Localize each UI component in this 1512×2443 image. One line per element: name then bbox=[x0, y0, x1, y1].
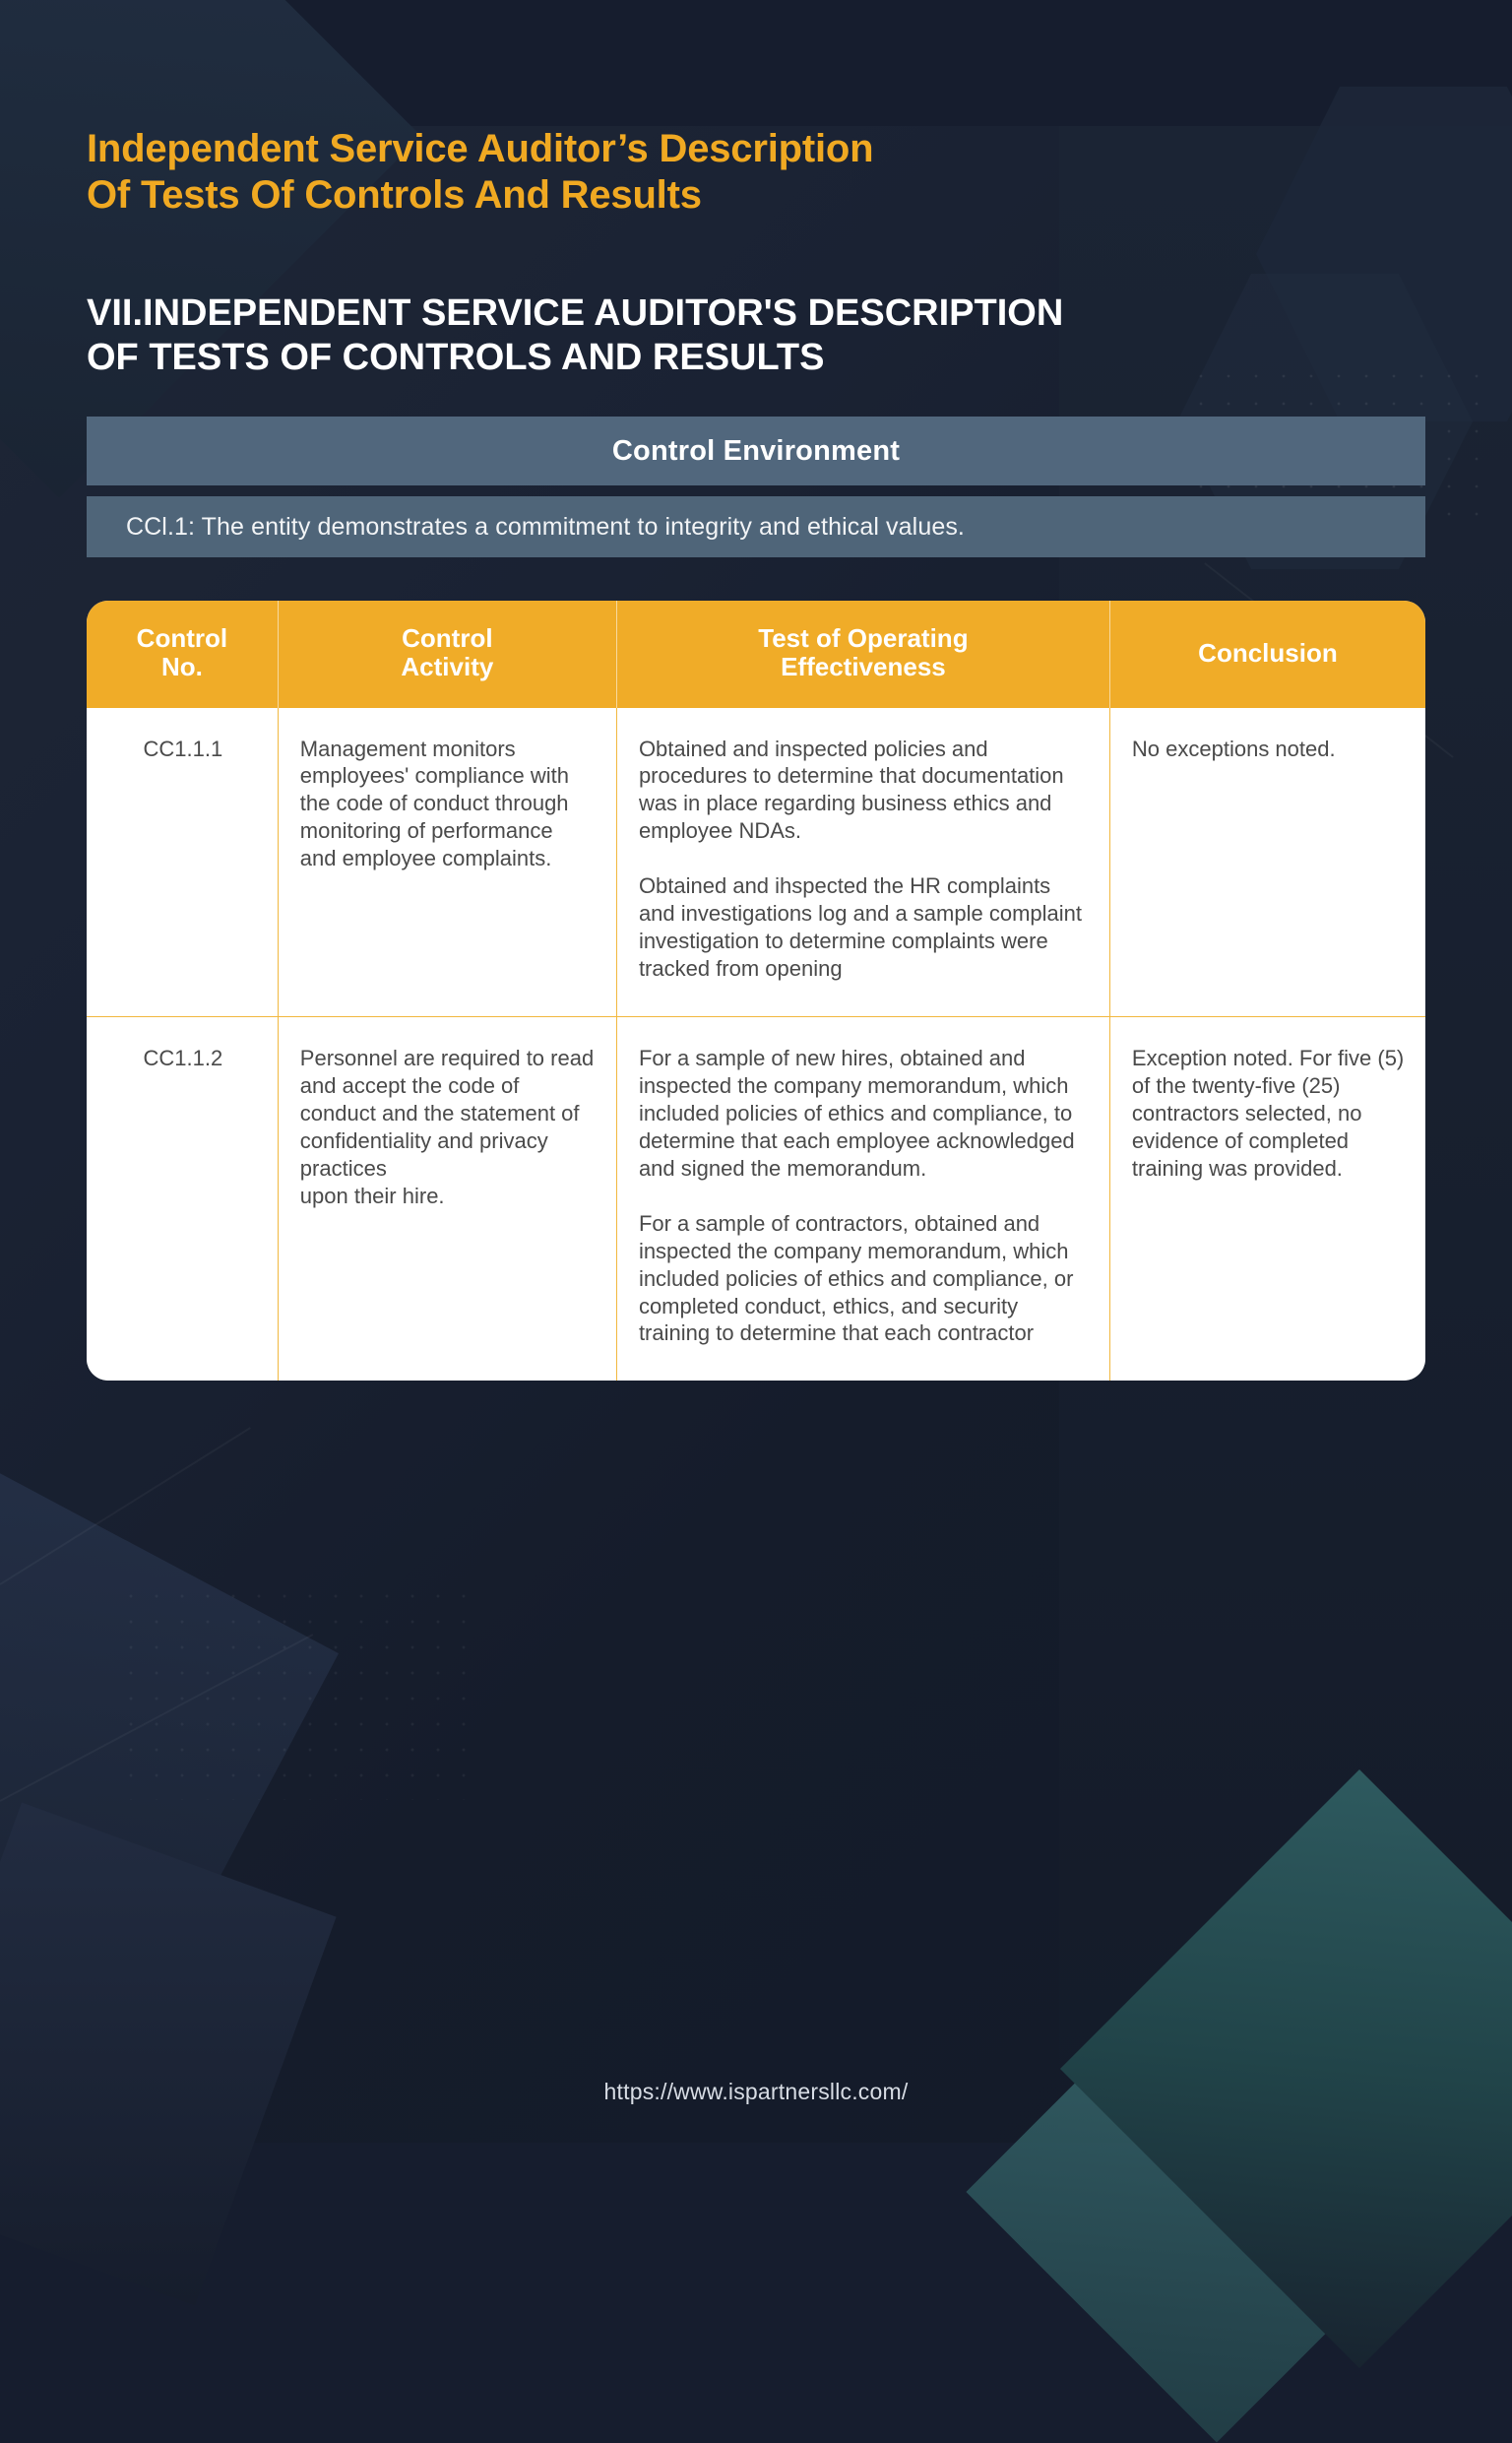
section-heading bbox=[87, 291, 1081, 379]
poster-title-line-2: Of Tests Of Controls And Results bbox=[87, 173, 702, 218]
poster-title-line-1: Independent Service Auditor’s Description bbox=[87, 127, 874, 170]
background-dot-grid bbox=[118, 1583, 472, 1800]
cell-paragraph: For a sample of new hires, obtained and inspected the company memorandum, which included policies of ethics and compliance, to determine that each employee acknowledged and signed the memorandum. bbox=[638, 1046, 1075, 1181]
table-header-row bbox=[87, 601, 1425, 707]
section-heading-line-2: OF TESTS OF CONTROLS AND RESULTS bbox=[87, 336, 825, 378]
column-header-test-of-operating-effectiveness: Test of Operating Effectiveness bbox=[616, 601, 1109, 707]
footer-url[interactable]: https://www.ispartnersllc.com/ bbox=[603, 2079, 909, 2104]
poster-title bbox=[87, 126, 894, 219]
cell-control-no bbox=[87, 1017, 278, 1382]
cell-paragraph: For a sample of contractors, obtained and inspected the company memorandum, which included policies of ethics and compliance, or completed conduct, ethics, and security training to determine that each contractor bbox=[638, 1210, 1074, 1346]
cell-paragraph: Obtained and ihspected the HR complaints and investigations log and a sample complaint investigation to determine complaints were tracked from opening bbox=[638, 873, 1082, 982]
poster-content bbox=[0, 126, 1512, 1381]
cell-control-no bbox=[87, 708, 278, 1017]
controls-table-container bbox=[87, 601, 1425, 1381]
cell-paragraph: Management monitors employees' compliance with the code of conduct through monitoring of performance and employee complaints. bbox=[299, 736, 569, 871]
control-environment-banner-label: Control Environment bbox=[611, 434, 901, 467]
controls-table bbox=[87, 601, 1425, 1381]
cell-paragraph: CC1.1.1 bbox=[143, 736, 223, 761]
criteria-banner-label: CCl.1: The entity demonstrates a commitment to integrity and ethical values. bbox=[126, 512, 965, 541]
cell-paragraph: No exceptions noted. bbox=[1131, 736, 1336, 761]
cell-paragraph: Personnel are required to read and accept the code of conduct and the statement of confidentiality and privacy practices upon their hire. bbox=[299, 1046, 595, 1208]
section-heading-line-1: VII.INDEPENDENT SERVICE AUDITOR'S DESCRIPTION bbox=[87, 292, 1064, 335]
table-body bbox=[87, 708, 1425, 1382]
cell-test-of-operating-effectiveness bbox=[616, 1017, 1109, 1382]
table-header bbox=[87, 601, 1425, 707]
column-header-conclusion: Conclusion bbox=[1109, 601, 1425, 707]
cell-paragraph: CC1.1.2 bbox=[143, 1046, 223, 1070]
column-header-control-no: Control No. bbox=[87, 601, 278, 707]
cell-conclusion bbox=[1109, 1017, 1425, 1382]
column-header-control-activity: Control Activity bbox=[278, 601, 616, 707]
control-environment-banner bbox=[87, 417, 1425, 485]
table-row bbox=[87, 708, 1425, 1017]
table-row bbox=[87, 1017, 1425, 1382]
cell-paragraph: Obtained and inspected policies and procedures to determine that documentation was in place regarding business ethics and employee NDAs. bbox=[638, 736, 1064, 844]
cell-control-activity bbox=[278, 708, 616, 1017]
cell-conclusion bbox=[1109, 708, 1425, 1017]
cell-control-activity bbox=[278, 1017, 616, 1382]
criteria-banner bbox=[87, 496, 1425, 557]
cell-test-of-operating-effectiveness bbox=[616, 708, 1109, 1017]
cell-paragraph: Exception noted. For five (5) of the twenty-five (25) contractors selected, no evidence of completed training was provided. bbox=[1131, 1046, 1405, 1181]
